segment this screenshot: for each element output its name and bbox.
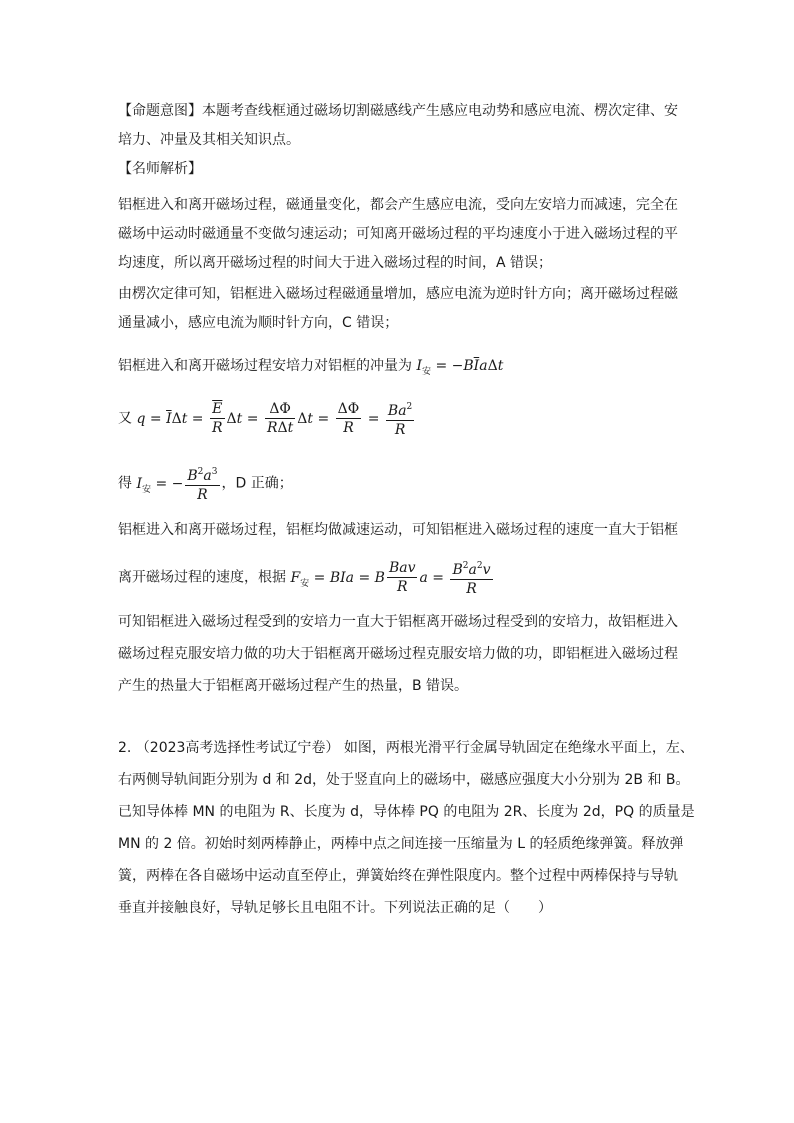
paragraph-7-line-2: 磁场过程克服安培力做的功大于铝框离开磁场过程克服安培力做的功，即铝框进入磁场过程 xyxy=(118,646,678,662)
charge-prefix: 又 xyxy=(118,410,132,427)
force-prefix: 离开磁场过程的速度，根据 xyxy=(118,569,286,586)
question2-line-2: 右两侧导轨间距分别为 d 和 2d，处于竖直向上的磁场中，磁感应强度大小分别为 2B 和 B。 xyxy=(118,772,690,788)
intent-text: 本题考查线框通过磁场切割磁感线产生感应电动势和感应电流、楞次定律、安 xyxy=(202,103,678,119)
charge-formula: $q = \overline{I}\Delta t$ = $\frac{\overline{E}}{R}$ Δt = $\frac{\Delta\Phi}{\text{RΔt}}$ Δt = $\frac{\Delta\Phi}{R}$ = $\frac{Ba^2}{R}$ xyxy=(136,401,413,438)
paragraph-7-line-3: 产生的热量大于铝框离开磁场过程产生的热量，B 错误。 xyxy=(118,678,469,694)
paragraph-2-line-2: 通量减小，感应电流为顺时针方向，C 错误； xyxy=(118,315,399,331)
explain-heading: 【名师解析】 xyxy=(118,161,202,177)
paragraph-1-line-3: 均速度，所以离开磁场过程的时间大于进入磁场过程的时间，A 错误； xyxy=(118,255,553,271)
paragraph-7-line-1: 可知铝框进入磁场过程受到的安培力一直大于铝框离开磁场过程受到的安培力，故铝框进入 xyxy=(118,614,678,630)
question2-line-1: 2. （2023高考选择性考试辽宁卷） 如图，两根光滑平行金属导轨固定在绝缘水平面上，左、 xyxy=(118,740,694,756)
question2-line-4: MN 的 2 倍。初始时刻两棒静止，两棒中点之间连接一压缩量为 L 的轻质绝缘弹簧。释放弹 xyxy=(118,836,684,852)
paragraph-6-line-2 xyxy=(118,557,495,598)
intent-line-1 xyxy=(118,101,678,121)
paragraph-1-line-1: 铝框进入和离开磁场过程，磁通量变化，都会产生感应电流，受向左安培力而减速，完全在 xyxy=(118,197,678,213)
intent-line-2: 培力、冲量及其相关知识点。 xyxy=(118,132,300,148)
paragraph-1-line-2: 磁场中运动时磁通量不变做匀速运动；可知离开磁场过程的平均速度小于进入磁场过程的平 xyxy=(118,226,678,242)
intent-heading: 【命题意图】 xyxy=(118,103,202,119)
impulse-formula: $I_安 = -B\overline{I}a\Delta t$ xyxy=(416,358,504,377)
question2-line-6: 垂直并接触良好，导轨足够长且电阻不计。下列说法正确的足（ ） xyxy=(118,900,552,916)
impulse-line xyxy=(118,356,503,382)
charge-line xyxy=(118,398,416,439)
question2-line-3: 已知导体棒 MN 的电阻为 R、长度为 d，导体棒 PQ 的电阻为 2R、长度为 2d，PQ 的质量是 xyxy=(118,804,695,820)
question2-line-5: 簧，两棒在各自磁场中运动直至停止，弹簧始终在弹性限度内。整个过程中两棒保持与导轨 xyxy=(118,868,678,884)
force-formula: $F_安$ = BIa = B $\frac{\text{Bav}}{R}$ a = $\frac{B^2a^2v}{R}$ xyxy=(290,560,491,597)
paragraph-6-line-1: 铝框进入和离开磁场过程，铝框均做减速运动，可知铝框进入磁场过程的速度一直大于铝框 xyxy=(118,522,678,538)
result-line xyxy=(118,463,293,504)
result-suffix: ，D 正确； xyxy=(221,475,293,492)
paragraph-2-line-1: 由楞次定律可知，铝框进入磁场过程磁通量增加，感应电流为逆时针方向；离开磁场过程磁 xyxy=(118,286,678,302)
impulse-prefix: 铝框进入和离开磁场过程安培力对铝框的冲量为 xyxy=(118,358,412,374)
result-formula: $I_安$ = − $\frac{B^2a^3}{R}$ xyxy=(136,467,218,503)
result-prefix: 得 xyxy=(118,475,132,492)
